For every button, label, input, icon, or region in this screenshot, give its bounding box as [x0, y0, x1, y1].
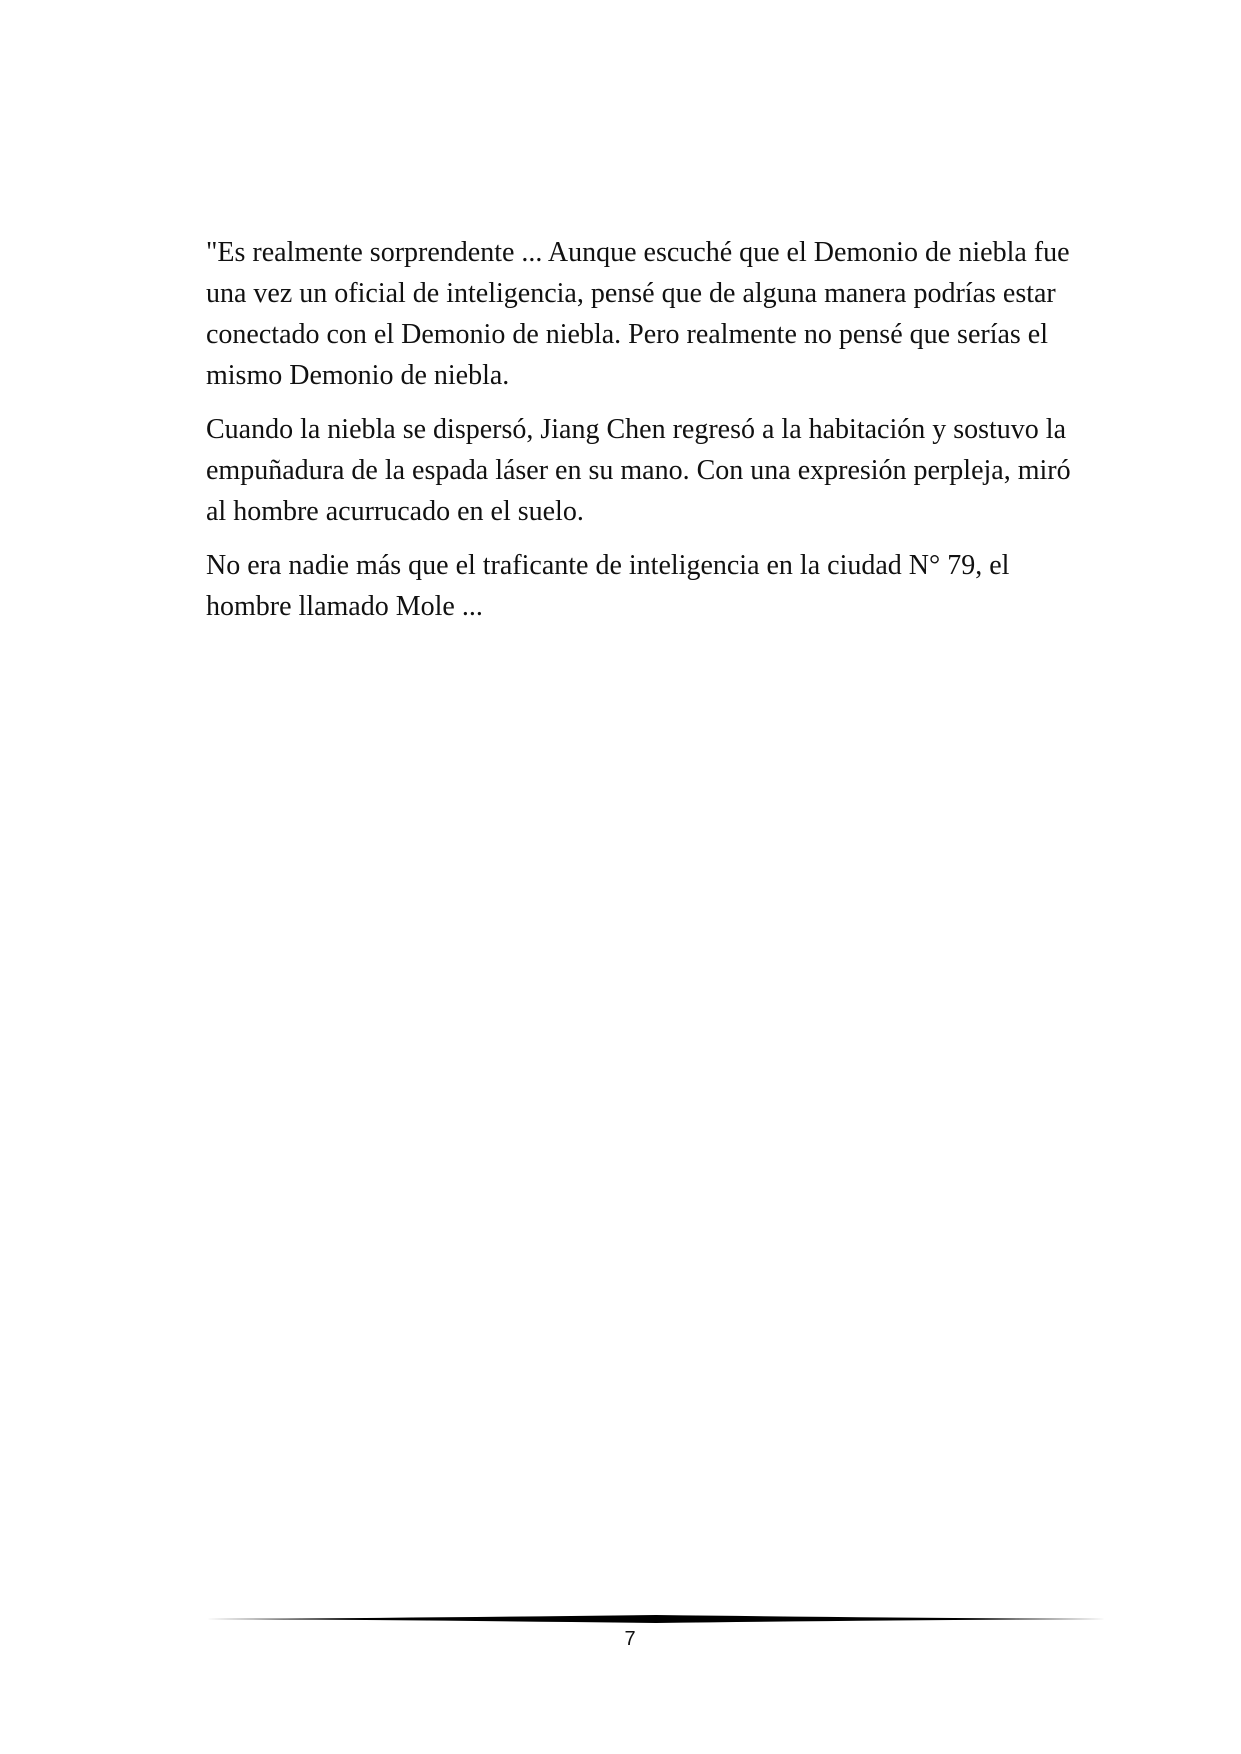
- body-text: [206, 232, 1086, 640]
- paragraph-2: Cuando la niebla se dispersó, Jiang Chen regresó a la habitación y sostuvo la empuñadura de la espada láser en su mano. Con una expresión perpleja, miró al hombre acurrucado en el suelo.: [206, 414, 1071, 527]
- footer-divider: [206, 1612, 1106, 1626]
- page-number: 7: [624, 1628, 636, 1650]
- paragraph-3: No era nadie más que el traficante de inteligencia en la ciudad N° 79, el hombre llamado Mole ...: [206, 550, 1010, 622]
- paragraph-1: "Es realmente sorprendente ... Aunque escuché que el Demonio de niebla fue una vez un oficial de inteligencia, pensé que de alguna manera podrías estar conectado con el Demonio de niebla. Pero realmente no pensé que serías el mismo Demonio de niebla.: [206, 237, 1070, 391]
